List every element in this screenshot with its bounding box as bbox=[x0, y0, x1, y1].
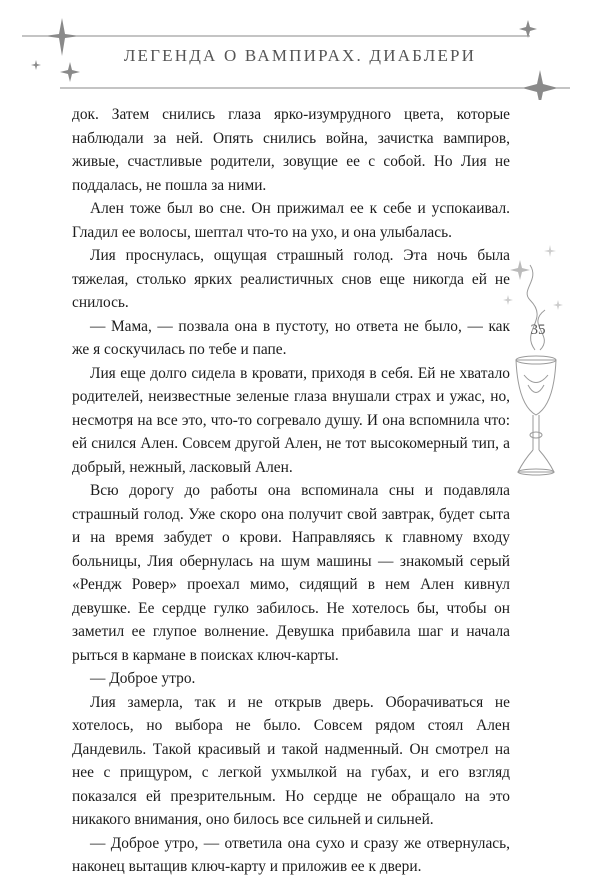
paragraph: Лия еще долго сидела в кровати, приходя в себя. Ей не хватало родителей, неизвестные зеленые глаза внушали страх и ужас, но, несмотря на все это, что-то согревало душу. И она вспомнила что: ей снился Ален. Совсем другой Ален, не тот высокомерный тип, а добрый, нежный, ласковый Ален. bbox=[72, 364, 510, 476]
paragraph: — Доброе утро, — ответила она сухо и сразу же отвернулась, наконец вытащив ключ-карту и приложив ее к двери. bbox=[72, 834, 510, 875]
body-text bbox=[72, 103, 510, 879]
paragraph: — Доброе утро. bbox=[90, 670, 196, 687]
paragraph: — Мама, — позвала она в пустоту, но ответа не было, — как же я соскучилась по тебе и папе. bbox=[72, 317, 510, 358]
paragraph: Лия замерла, так и не открыв дверь. Оборачиваться не хотелось, но выбора не было. Совсем рядом стоял Ален Дандевиль. Такой красивый и такой надменный. Он смотрел на нее с прищуром, с легкой ухмылкой на губах, и его взгляд показался ей презрительным. Но сердце не обращало на это никакого внимания, оно билось все сильней и сильней. bbox=[72, 693, 510, 828]
paragraph: Ален тоже был во сне. Он прижимал ее к себе и успокаивал. Гладил ее волосы, шептал что-то на ухо, и она улыбалась. bbox=[72, 200, 510, 241]
running-title: ЛЕГЕНДА О ВАМПИРАХ. ДИАБЛЕРИ bbox=[123, 46, 477, 65]
paragraph: док. Затем снились глаза ярко-изумрудного цвета, которые наблюдали за ней. Опять снились война, зачистка вампиров, живые, счастливые родители, зовущие ее с собой. Но Лия не поддалась, не пошла за ними. bbox=[72, 106, 510, 194]
page-header bbox=[0, 0, 600, 100]
goblet-illustration bbox=[500, 240, 570, 510]
page-number: 35 bbox=[530, 322, 546, 338]
paragraph: Лия проснулась, ощущая страшный голод. Эта ночь была тяжелая, столько ярких реалистичных снов еще никогда ей не снилось. bbox=[72, 247, 510, 311]
paragraph: Всю дорогу до работы она вспоминала сны и подавляла страшный голод. Уже скоро она получит свой завтрак, будет сыта и на время забудет о крови. Направляясь к главному входу больницы, Лия обернулась на шум машины — знакомый серый «Рендж Ровер» проехал мимо, сидящий в нем Ален кивнул девушке. Ее сердце гулко забилось. Не хотелось бы, чтобы он заметил ее глупое волнение. Девушка прибавила шаг и начала рыться в кармане в поисках ключ-карты. bbox=[72, 482, 510, 664]
